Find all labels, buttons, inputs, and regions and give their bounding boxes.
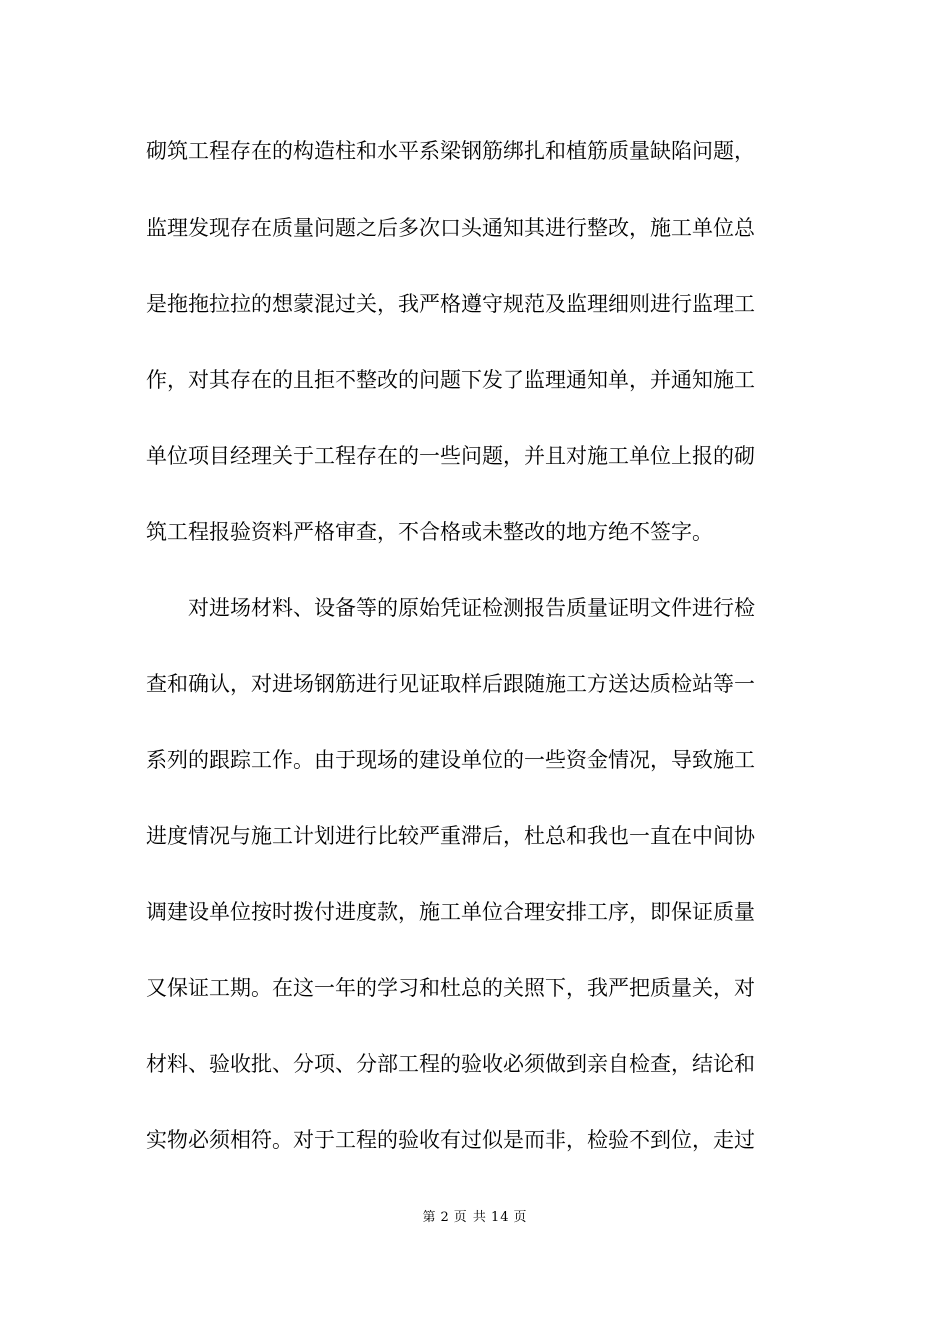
footer-middle: 页 共 (453, 1210, 487, 1225)
body-text-line: 又保证工期。在这一年的学习和杜总的关照下，我严把质量关，对 (146, 976, 755, 1000)
footer-current-page: 2 (440, 1210, 450, 1225)
body-text-line: 查和确认，对进场钢筋进行见证取样后跟随施工方送达质检站等一 (146, 672, 755, 696)
footer-total-pages: 14 (490, 1210, 510, 1225)
footer-suffix: 页 (513, 1210, 528, 1225)
body-text-line: 作，对其存在的且拒不整改的问题下发了监理通知单，并通知施工 (146, 368, 755, 392)
body-text-line: 单位项目经理关于工程存在的一些问题，并且对施工单位上报的砌 (146, 444, 755, 468)
body-text-line: 调建设单位按时拨付进度款，施工单位合理安排工序，即保证质量 (146, 900, 755, 924)
body-text-line: 砌筑工程存在的构造柱和水平系梁钢筋绑扎和植筋质量缺陷问题， (146, 139, 755, 163)
body-text-line: 筑工程报验资料严格审查，不合格或未整改的地方绝不签字。 (146, 520, 713, 544)
body-text-line: 实物必须相符。对于工程的验收有过似是而非，检验不到位，走过 (146, 1128, 755, 1152)
body-text-line: 是拖拖拉拉的想蒙混过关，我严格遵守规范及监理细则进行监理工 (146, 292, 755, 316)
footer-prefix: 第 (422, 1210, 437, 1225)
body-text-line: 系列的跟踪工作。由于现场的建设单位的一些资金情况，导致施工 (146, 748, 755, 772)
body-text-line: 监理发现存在质量问题之后多次口头通知其进行整改，施工单位总 (146, 216, 755, 240)
paragraph-first-line: 对进场材料、设备等的原始凭证检测报告质量证明文件进行检 (188, 596, 755, 620)
body-text-line: 进度情况与施工计划进行比较严重滞后，杜总和我也一直在中间协 (146, 824, 755, 848)
page-footer (0, 1209, 950, 1227)
body-text-line: 材料、验收批、分项、分部工程的验收必须做到亲自检查，结论和 (146, 1052, 755, 1076)
